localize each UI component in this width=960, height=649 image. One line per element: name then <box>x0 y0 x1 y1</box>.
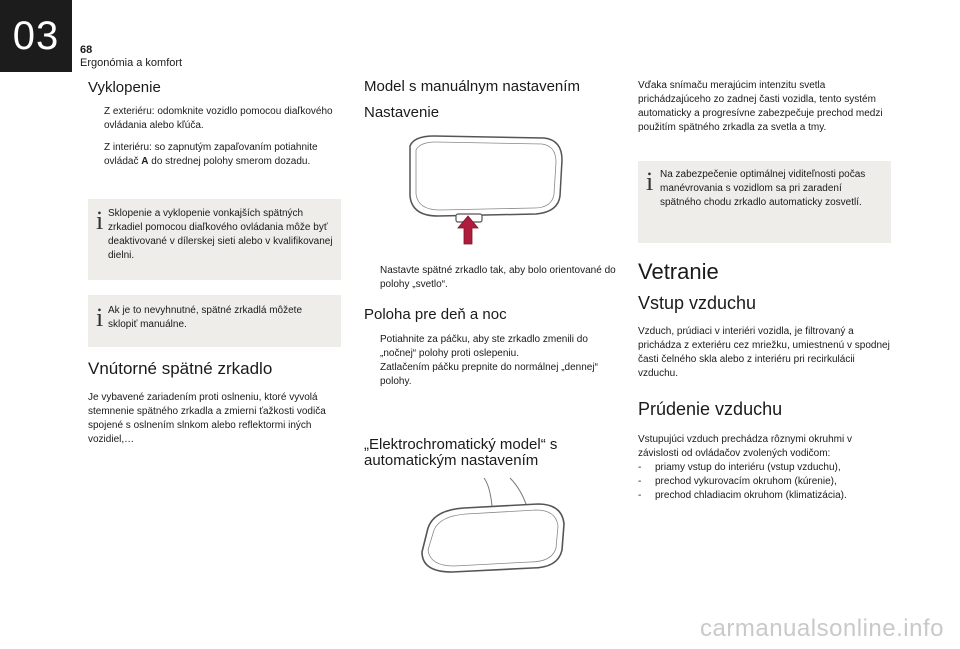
ventilation-heading: Vetranie <box>638 259 719 284</box>
manual-model-heading: Model s manuálnym nastavením <box>364 78 580 95</box>
air-intake-heading: Vstup vzduchu <box>638 293 757 313</box>
folding-bullet-1-text: Z exteriéru: odomknite vozidlo pomocou diaľkového ovládania alebo kľúča. <box>104 106 333 131</box>
info-box-text: Sklopenie a vyklopenie vonkajších spätných zrkadiel pomocou diaľkového ovládania môže byť deaktivované v dílerskej sieti alebo v kvalifikovanej dielni. <box>108 208 333 261</box>
setting-heading: Nastavenie <box>364 104 440 121</box>
section-title: Ergonómia a komfort <box>80 57 183 69</box>
info-box-text: Na zabezpečenie optimálnej viditeľnosti počas manévrovania s vozidlom sa pri zaradení spätného chodu zrkadlo automaticky zosvetlí. <box>660 169 866 208</box>
day-night-bullet-1 <box>364 333 626 361</box>
folding-bullet-2-text: Z interiéru: so zapnutým zapaľovaním potiahnite ovládač <box>104 142 318 167</box>
airflow-intro: Vstupujúci vzduch prechádza rôznymi okruhmi v závislosti od ovládačov zvolených vodičom: <box>638 434 852 459</box>
sensor-text: Vďaka snímaču merajúcim intenzitu svetla prichádzajúceho zo zadnej časti vozidla, tento systém automaticky a progresívne zabezpečuje prechod medzi použitím spätného zrkadla za svetla a tmy. <box>638 80 883 133</box>
info-icon: i <box>646 167 654 196</box>
interior-mirror-heading: Vnútorné spätné zrkadlo <box>88 359 273 378</box>
info-box-remote-folding <box>88 199 341 280</box>
watermark: carmanualsonline.info <box>700 615 944 642</box>
info-icon: i <box>96 303 104 332</box>
setting-bullet-text: Nastavte spätné zrkadlo tak, aby bolo orientované do polohy „svetlo“. <box>380 265 616 290</box>
electrochromatic-heading-line-2: automatickým nastavením <box>364 452 539 469</box>
air-intake-text: Vzduch, prúdiaci v interiéri vozidla, je filtrovaný a prichádza z exteriéru cez mriežku, umiestnenú v spodnej časti čelného skla alebo z interiéru pri recirkulácii vzduchu. <box>638 326 890 379</box>
day-night-heading: Poloha pre deň a noc <box>364 306 507 323</box>
day-night-bullet-2 <box>364 361 626 389</box>
info-icon: i <box>96 206 104 235</box>
manual-mirror-illustration <box>404 132 568 254</box>
page-number: 68 <box>80 44 93 56</box>
chapter-number-box <box>0 0 72 72</box>
folding-bullet-2-text-end: do strednej polohy smerom dozadu. <box>148 156 311 167</box>
electrochromatic-heading-line-1: „Elektrochromatický model“ s <box>364 436 558 453</box>
control-a-label: A <box>141 156 149 167</box>
setting-bullet <box>364 264 616 292</box>
folding-heading: Vyklopenie <box>88 79 161 96</box>
folding-bullet-1 <box>88 105 344 133</box>
day-night-bullet-1-text: Potiahnite za páčku, aby ste zrkadlo zmenili do „nočnej“ polohy proti oslepeniu. <box>380 334 588 359</box>
airflow-item-1: - priamy vstup do interiéru (vstup vzduchu), <box>638 461 892 475</box>
info-box-manual-folding <box>88 295 341 347</box>
info-box-text: Ak je to nevyhnutné, spätné zrkadlá môžete sklopiť manuálne. <box>108 305 303 330</box>
airflow-heading: Prúdenie vzduchu <box>638 399 783 419</box>
day-night-bullet-2-text: Zatlačením páčku prepnite do normálnej „dennej“ polohy. <box>380 362 598 387</box>
airflow-item-2: - prechod vykurovacím okruhom (kúrenie), <box>638 475 892 489</box>
interior-mirror-text: Je vybavené zariadením proti oslneniu, ktoré vyvolá stemnenie spätného zrkadla a zmierni ťažkosti vodiča spojené s oslnením slnkom alebo reflektormi iných vozidiel,… <box>88 392 326 445</box>
airflow-list <box>638 461 892 503</box>
folding-bullet-2 <box>88 141 354 169</box>
info-box-reverse-gear <box>638 161 891 243</box>
airflow-item-3: - prechod chladiacim okruhom (klimatizácia). <box>638 489 892 503</box>
chapter-number: 03 <box>12 13 60 58</box>
electrochromatic-mirror-illustration <box>412 476 572 584</box>
